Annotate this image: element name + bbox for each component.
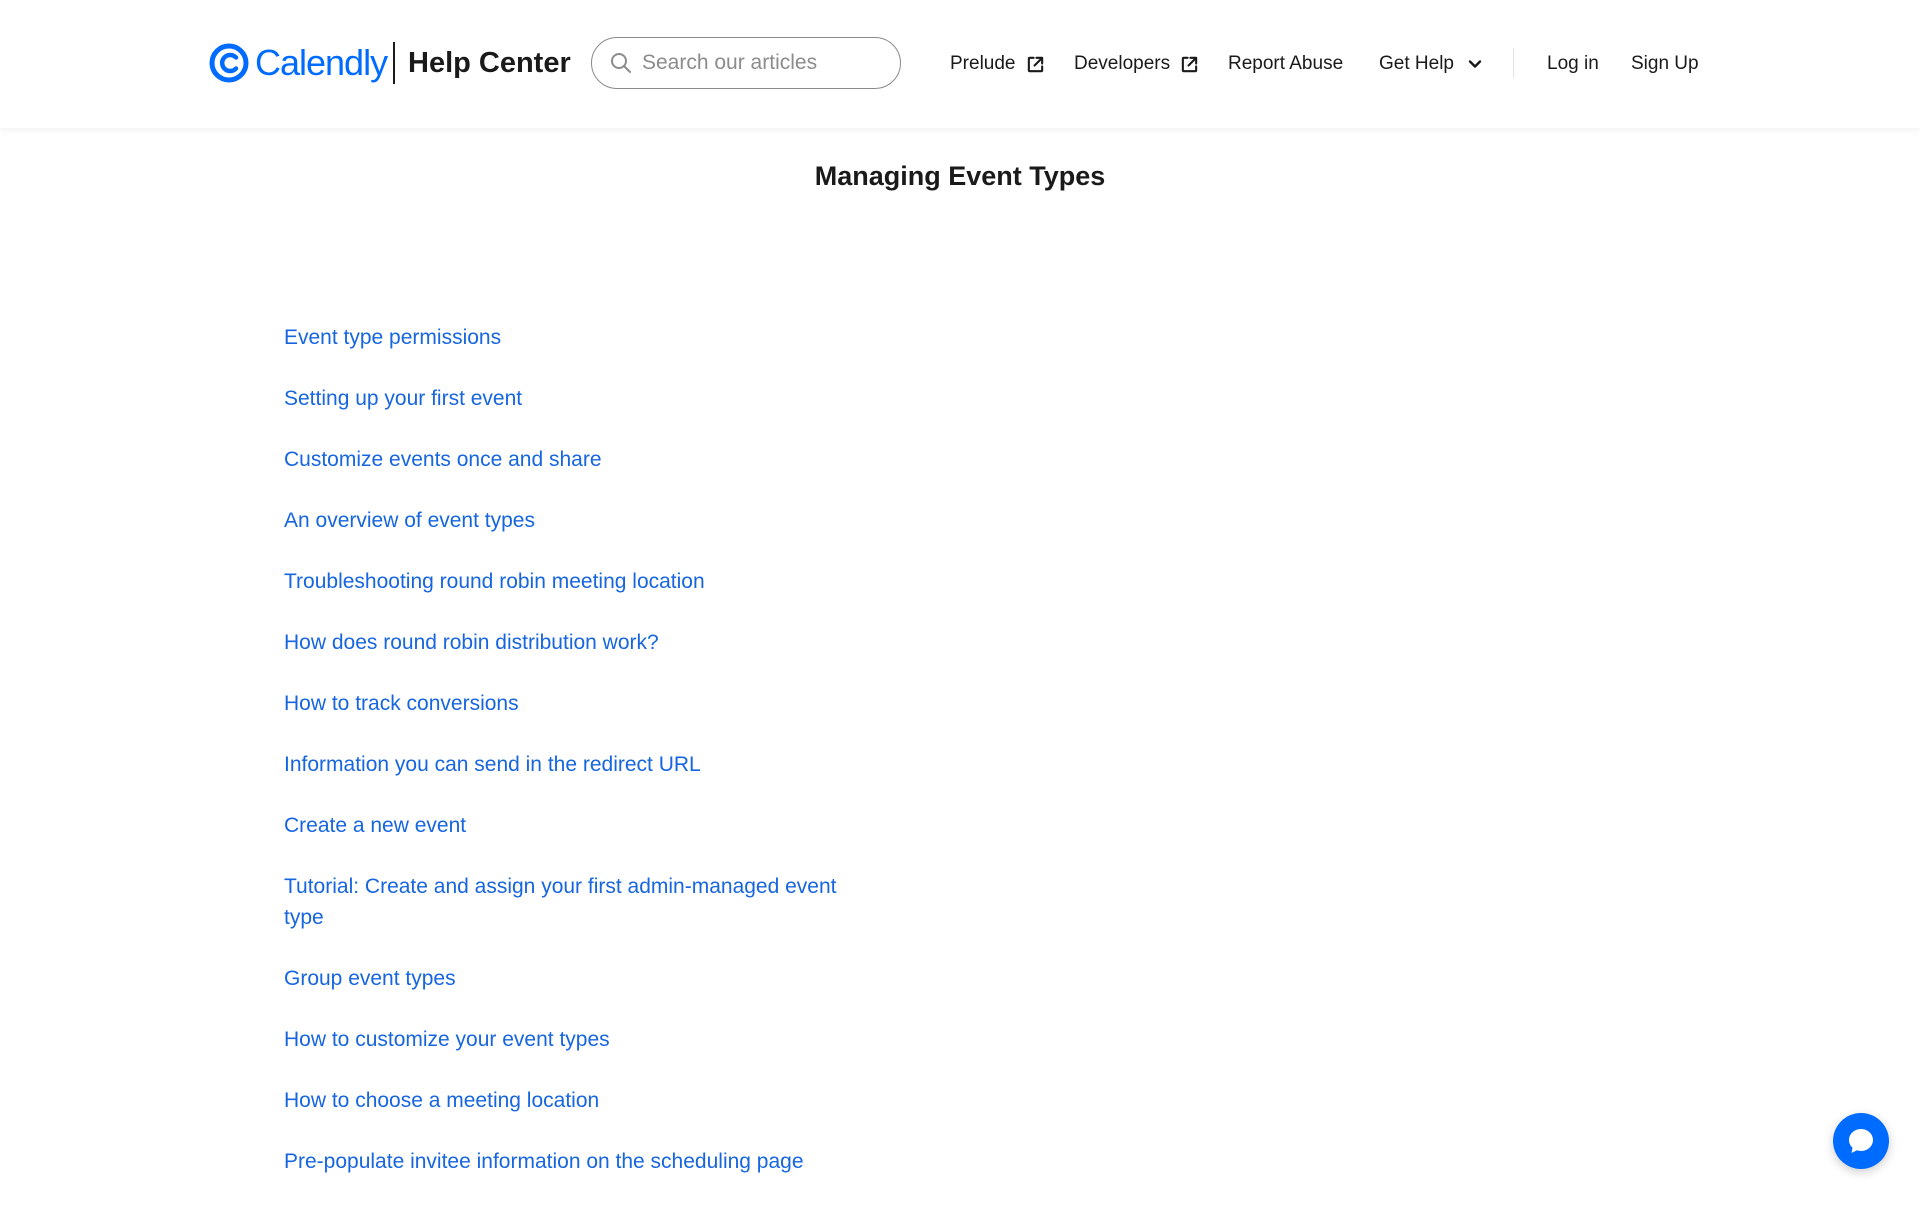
article-list-item	[284, 688, 864, 719]
nav-sign-up[interactable]	[1631, 50, 1699, 78]
nav-sign-up-label: Sign Up	[1631, 53, 1699, 74]
calendly-logo-icon	[209, 43, 249, 83]
article-list-item	[284, 871, 864, 933]
article-link[interactable]: An overview of event types	[284, 509, 535, 532]
chevron-down-icon	[1468, 57, 1482, 71]
article-link[interactable]: Troubleshooting round robin meeting location	[284, 570, 705, 593]
calendly-logo[interactable]	[209, 40, 387, 86]
article-list-item	[284, 1085, 864, 1116]
article-link[interactable]: Group event types	[284, 967, 456, 990]
article-link[interactable]: How does round robin distribution work?	[284, 631, 659, 654]
external-link-icon	[1026, 55, 1045, 74]
article-list-item	[284, 1024, 864, 1055]
article-list	[284, 322, 864, 1207]
article-link[interactable]: How to track conversions	[284, 692, 519, 715]
logo-divider	[393, 42, 395, 84]
article-link[interactable]: Pre-populate invitee information on the scheduling page	[284, 1150, 804, 1173]
logo-wordmark: Calendly	[255, 42, 388, 83]
article-link[interactable]: How to customize your event types	[284, 1028, 610, 1051]
chat-button[interactable]	[1833, 1113, 1889, 1169]
article-link[interactable]: Event type permissions	[284, 326, 502, 349]
search-input[interactable]	[642, 51, 882, 75]
article-list-item	[284, 566, 864, 597]
article-list-item	[284, 383, 864, 414]
nav-log-in[interactable]	[1547, 50, 1599, 78]
article-list-item	[284, 810, 864, 841]
article-list-item	[284, 963, 864, 994]
article-list-item	[284, 444, 864, 475]
nav-get-help[interactable]	[1379, 50, 1482, 78]
article-list-item	[284, 1146, 864, 1177]
chat-bubble-icon	[1846, 1126, 1876, 1156]
nav-prelude-label: Prelude	[950, 53, 1016, 74]
help-center-label: Help Center	[408, 47, 571, 79]
article-list-item	[284, 322, 864, 353]
nav-report-abuse-label: Report Abuse	[1228, 53, 1344, 74]
article-link[interactable]: Create a new event	[284, 814, 467, 837]
nav-log-in-label: Log in	[1547, 53, 1599, 74]
article-link[interactable]: How to choose a meeting location	[284, 1089, 600, 1112]
nav-prelude[interactable]	[950, 50, 1045, 78]
article-list-item	[284, 627, 864, 658]
external-link-icon	[1180, 55, 1199, 74]
page-title: Managing Event Types	[814, 161, 1106, 191]
nav-report-abuse[interactable]	[1228, 50, 1343, 78]
article-link[interactable]: Customize events once and share	[284, 448, 602, 471]
site-header	[0, 0, 1920, 128]
search-box[interactable]	[591, 37, 901, 89]
nav-developers-label: Developers	[1074, 53, 1171, 74]
search-icon	[610, 52, 632, 74]
article-link[interactable]: Setting up your first event	[284, 387, 523, 410]
nav-get-help-label: Get Help	[1379, 53, 1454, 74]
article-link[interactable]: Information you can send in the redirect URL	[284, 753, 701, 776]
nav-developers[interactable]	[1074, 50, 1199, 78]
nav-divider	[1513, 48, 1514, 78]
article-link[interactable]: Tutorial: Create and assign your first admin-managed event type	[284, 875, 837, 929]
article-list-item	[284, 749, 864, 780]
article-list-item	[284, 505, 864, 536]
